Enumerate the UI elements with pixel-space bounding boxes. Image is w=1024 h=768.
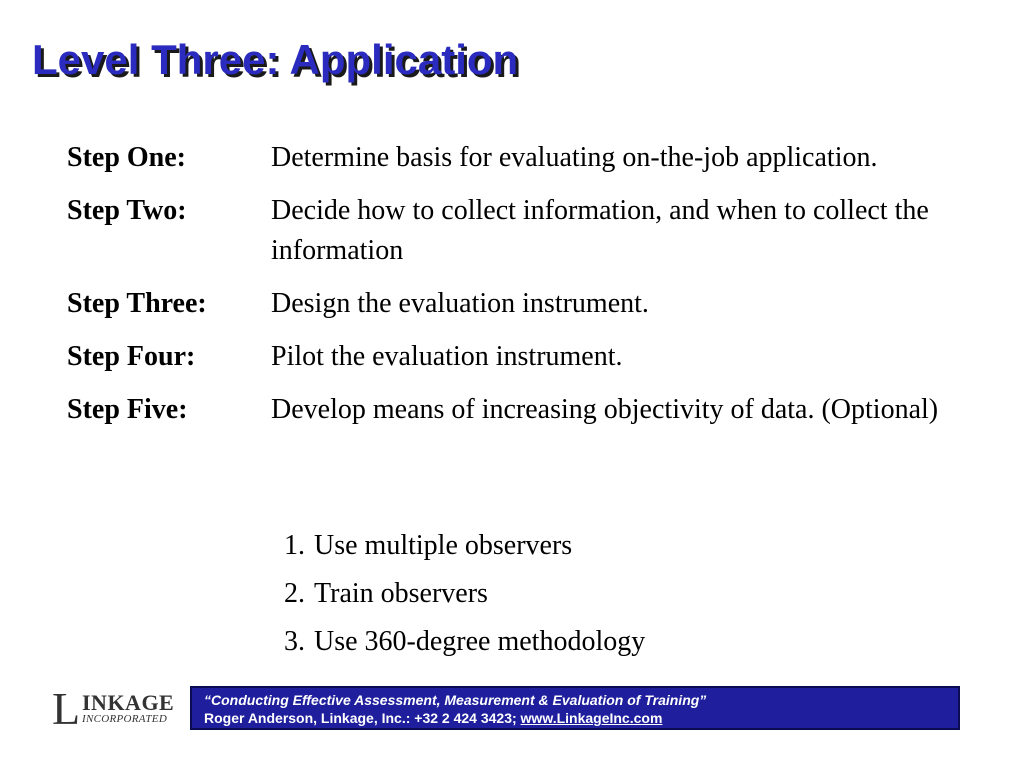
footer-course-title: “Conducting Effective Assessment, Measurement & Evaluation of Training” [204,692,707,708]
sublist-number: 1. [284,530,305,561]
logo-initial: L [52,683,81,734]
step-label: Step Five: [67,394,188,425]
steps-list [67,138,967,443]
sublist-text: Use multiple observers [314,530,573,561]
step-label: Step Four: [67,341,196,372]
step-description: Design the evaluation instrument. [271,288,649,319]
footer-contact-text: Roger Anderson, Linkage, Inc.: +32 2 424 3423; [204,710,521,726]
footer-banner [190,686,960,730]
sublist-item [284,574,884,614]
step-description: Pilot the evaluation instrument. [271,341,623,372]
footer-contact-line [204,709,946,727]
step-description: Decide how to collect information, and when to collect the information [271,195,929,266]
step-label: Step Two: [67,195,187,226]
step-label: Step One: [67,142,186,173]
step-description: Determine basis for evaluating on-the-job application. [271,142,878,173]
sublist-number: 2. [284,578,305,609]
step-label: Step Three: [67,288,207,319]
logo-subtitle: INCORPORATED [82,713,168,725]
objectivity-sublist [284,526,884,670]
step-row-four [67,337,967,377]
sublist-item [284,622,884,662]
slide-title: Level Three: Application [32,36,519,83]
linkage-logo [52,683,184,734]
sublist-text: Use 360-degree methodology [314,626,646,657]
logo-wordmark: INKAGE [82,690,175,715]
step-row-two [67,191,967,271]
step-row-five [67,390,967,430]
step-row-one [67,138,967,178]
sublist-number: 3. [284,626,305,657]
step-row-three [67,284,967,324]
step-description: Develop means of increasing objectivity of data. (Optional) [271,394,939,425]
footer-website-link[interactable]: www.LinkageInc.com [520,710,663,726]
sublist-item [284,526,884,566]
sublist-text: Train observers [314,578,488,609]
